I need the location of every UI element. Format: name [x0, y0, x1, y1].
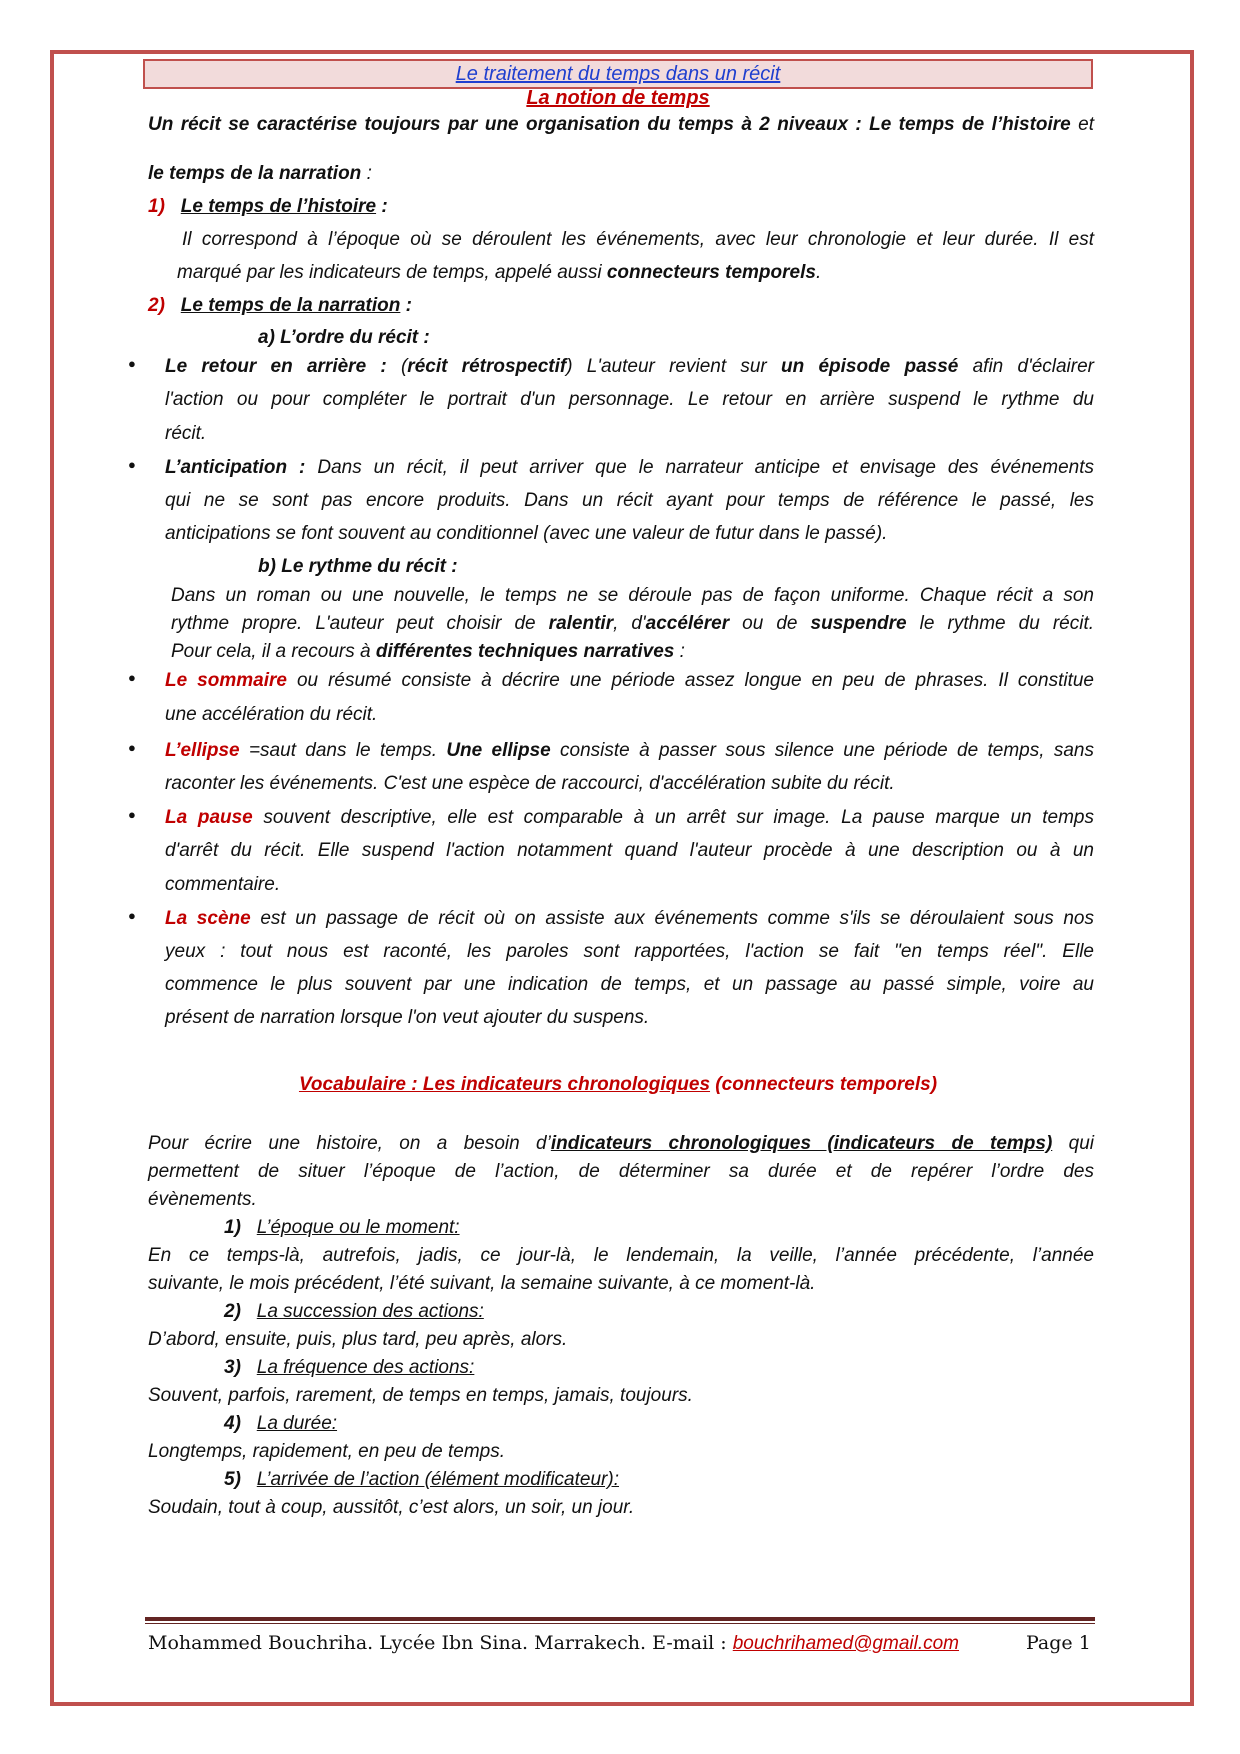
text-bold: Une ellipse [446, 740, 551, 761]
vocab-item-5-line-1: Soudain, tout à coup, aussitôt, c’est alors, un soir, un jour. [148, 1497, 635, 1518]
text-bold: différentes techniques narratives [375, 641, 675, 662]
rhythm-item-scene-line-2: yeux : tout nous est raconté, les paroles sont rapportées, l'action se fait "en temps réel". Elle [165, 941, 1094, 962]
text: souvent descriptive, elle est comparable à un arrêt sur image. La pause marque un temps [252, 807, 1094, 828]
order-item-1-line-3: récit. [165, 423, 207, 444]
text-bold: un épisode passé [781, 356, 959, 377]
text: Pour écrire une histoire, on a besoin d’ [148, 1133, 551, 1154]
rhythm-item-ellipse-line-1 [165, 740, 1094, 761]
term-red: La pause [165, 807, 253, 828]
order-item-1-line-2: l'action ou pour compléter le portrait d'un personnage. Le retour en arrière suspend le rythme du [165, 389, 1094, 410]
text: ou de [729, 613, 811, 634]
vocab-item-4-heading [224, 1413, 337, 1434]
text: ( [386, 356, 408, 377]
vocab-heading [143, 1074, 1093, 1095]
vocab-heading-text: Vocabulaire : Les indicateurs chronologiques [298, 1074, 711, 1095]
bullet-icon: ● [128, 908, 136, 923]
text-bold: suspendre [810, 613, 907, 634]
term-red: La scène [165, 908, 251, 929]
section-2-heading [148, 295, 412, 316]
vocab-number: 4) [224, 1413, 241, 1434]
bullet-icon: ● [128, 807, 136, 822]
vocab-item-3-heading [224, 1357, 474, 1378]
text: =saut dans le temps. [239, 740, 447, 761]
bullet-icon: ● [128, 356, 136, 371]
text: ou résumé consiste à décrire une période assez longue en peu de phrases. Il constitue [286, 670, 1094, 691]
colon: : [376, 196, 388, 217]
rhythm-intro-line-2 [171, 613, 1094, 634]
order-item-2-line-3: anticipations se font souvent au conditionnel (avec une valeur de futur dans le passé). [165, 523, 888, 544]
bullet-icon: ● [128, 670, 136, 685]
term: L’anticipation : [165, 457, 306, 478]
subsection-a: a) L’ordre du récit : [258, 327, 430, 348]
rhythm-item-pause-line-3: commentaire. [165, 874, 281, 895]
text: L'auteur revient sur [572, 356, 781, 377]
intro-text: le temps de la narration [148, 163, 362, 184]
intro-text: : [361, 163, 372, 184]
text-bold: connecteurs temporels [606, 262, 816, 283]
text-bold: accélérer [645, 613, 730, 634]
footer-email-link[interactable]: bouchrihamed@gmail.com [732, 1633, 960, 1654]
text: , d' [613, 613, 646, 634]
order-item-1-line-1 [165, 356, 1094, 377]
vocab-label: L’arrivée de l’action (élément modificateur): [256, 1469, 619, 1490]
vocab-label: La durée: [256, 1413, 338, 1434]
rhythm-item-scene-line-3: commence le plus souvent par une indication de temps, et un passage au passé simple, voire au [165, 974, 1094, 995]
vocab-item-1-line-1: En ce temps-là, autrefois, jadis, ce jour-là, le lendemain, la veille, l’année précédente, l’année [148, 1245, 1094, 1266]
text: Pour cela, il a recours à [171, 641, 376, 662]
page-number: Page 1 [1026, 1632, 1091, 1654]
term-red: L’ellipse [165, 740, 240, 761]
rhythm-intro-line-1: Dans un roman ou une nouvelle, le temps ne se déroule pas de façon uniforme. Chaque récit a son [171, 585, 1094, 606]
text: Dans un récit, il peut arriver que le narrateur anticipe et envisage des événements [305, 457, 1094, 478]
section-1-heading [148, 196, 388, 217]
rhythm-item-sommaire-line-1 [165, 670, 1094, 691]
rhythm-item-sommaire-line-2: une accélération du récit. [165, 704, 378, 725]
rhythm-item-ellipse-line-2: raconter les événements. C'est une espèce de raccourci, d'accélération subite du récit. [165, 773, 895, 794]
section-1-line-1: Il correspond à l’époque où se déroulent les événements, avec leur chronologie et leur durée. Il est [182, 229, 1094, 250]
vocab-item-4-line-1: Longtemps, rapidement, en peu de temps. [148, 1441, 506, 1462]
intro-text: Un récit se caractérise toujours par une organisation du temps à 2 niveaux : Le temps de l’histoire [148, 114, 1071, 135]
text: qui [1052, 1133, 1094, 1154]
text: marqué par les indicateurs de temps, appelé aussi [177, 262, 607, 283]
rhythm-item-scene-line-4: présent de narration lorsque l'on veut ajouter du suspens. [165, 1007, 650, 1028]
term: récit rétrospectif [407, 356, 567, 377]
vocab-item-1-line-2: suivante, le mois précédent, l’été suivant, la semaine suivante, à ce moment-là. [148, 1273, 816, 1294]
text: : [674, 641, 685, 662]
intro-line-2 [148, 163, 372, 184]
rhythm-intro-line-3 [171, 641, 685, 662]
rhythm-item-scene-line-1 [165, 908, 1094, 929]
footer-author: Mohammed Bouchriha. Lycée Ibn Sina. Marrakech. E-mail : [148, 1632, 733, 1654]
footer [148, 1632, 959, 1655]
text: . [815, 262, 822, 283]
rhythm-item-pause-line-1 [165, 807, 1094, 828]
vocab-item-2-line-1: D’abord, ensuite, puis, plus tard, peu après, alors. [148, 1329, 568, 1350]
bullet-icon: ● [128, 740, 136, 755]
section-number: 2) [148, 295, 165, 316]
vocab-item-2-heading [224, 1301, 484, 1322]
vocab-intro-line-1 [148, 1133, 1094, 1154]
document-title[interactable]: Le traitement du temps dans un récit [455, 63, 781, 85]
vocab-heading-suffix: (connecteurs temporels) [710, 1074, 938, 1095]
text-bold: ralentir [548, 613, 614, 634]
vocab-label: La succession des actions: [256, 1301, 484, 1322]
text-bold: indicateurs chronologiques (indicateurs de temps) [550, 1133, 1053, 1154]
vocab-number: 3) [224, 1357, 241, 1378]
term: Le retour en arrière : [165, 356, 387, 377]
text: consiste à passer sous silence une période de temps, sans [550, 740, 1094, 761]
vocab-item-3-line-1: Souvent, parfois, rarement, de temps en temps, jamais, toujours. [148, 1385, 693, 1406]
subtitle: La notion de temps [526, 87, 710, 109]
order-item-2-line-2: qui ne se sont pas encore produits. Dans un récit ayant pour temps de référence le passé, les [165, 490, 1094, 511]
vocab-number: 2) [224, 1301, 241, 1322]
section-1-line-2 [177, 262, 821, 283]
footer-rule [145, 1617, 1095, 1621]
vocab-intro-line-3: évènements. [148, 1189, 257, 1210]
rhythm-item-pause-line-2: d'arrêt du récit. Elle suspend l'action notamment quand l'auteur procède à une description ou à un [165, 840, 1094, 861]
order-item-2-line-1 [165, 457, 1094, 478]
section-heading: Le temps de la narration [180, 295, 401, 316]
colon: : [400, 295, 412, 316]
text: est un passage de récit où on assiste aux événements comme s'ils se déroulaient sous nos [250, 908, 1094, 929]
term-red: Le sommaire [165, 670, 287, 691]
section-heading: Le temps de l’histoire [180, 196, 377, 217]
vocab-label: La fréquence des actions: [256, 1357, 475, 1378]
intro-line-1 [148, 115, 1094, 135]
vocab-label: L’époque ou le moment: [256, 1217, 460, 1238]
subsection-b: b) Le rythme du récit : [258, 556, 458, 577]
text: afin d'éclairer [958, 356, 1094, 377]
text: le rythme du récit. [906, 613, 1094, 634]
vocab-intro-line-2: permettent de situer l’époque de l’action, de déterminer sa durée et de repérer l’ordre des [148, 1161, 1094, 1182]
vocab-item-5-heading [224, 1469, 619, 1490]
vocab-number: 1) [224, 1217, 241, 1238]
text: rythme propre. L'auteur peut choisir de [171, 613, 549, 634]
intro-text: et [1070, 114, 1094, 135]
vocab-number: 5) [224, 1469, 241, 1490]
vocab-item-1-heading [224, 1217, 460, 1238]
footer-rule-thin [145, 1623, 1095, 1624]
text: ) [566, 356, 573, 377]
bullet-icon: ● [128, 457, 136, 472]
section-number: 1) [148, 196, 165, 217]
